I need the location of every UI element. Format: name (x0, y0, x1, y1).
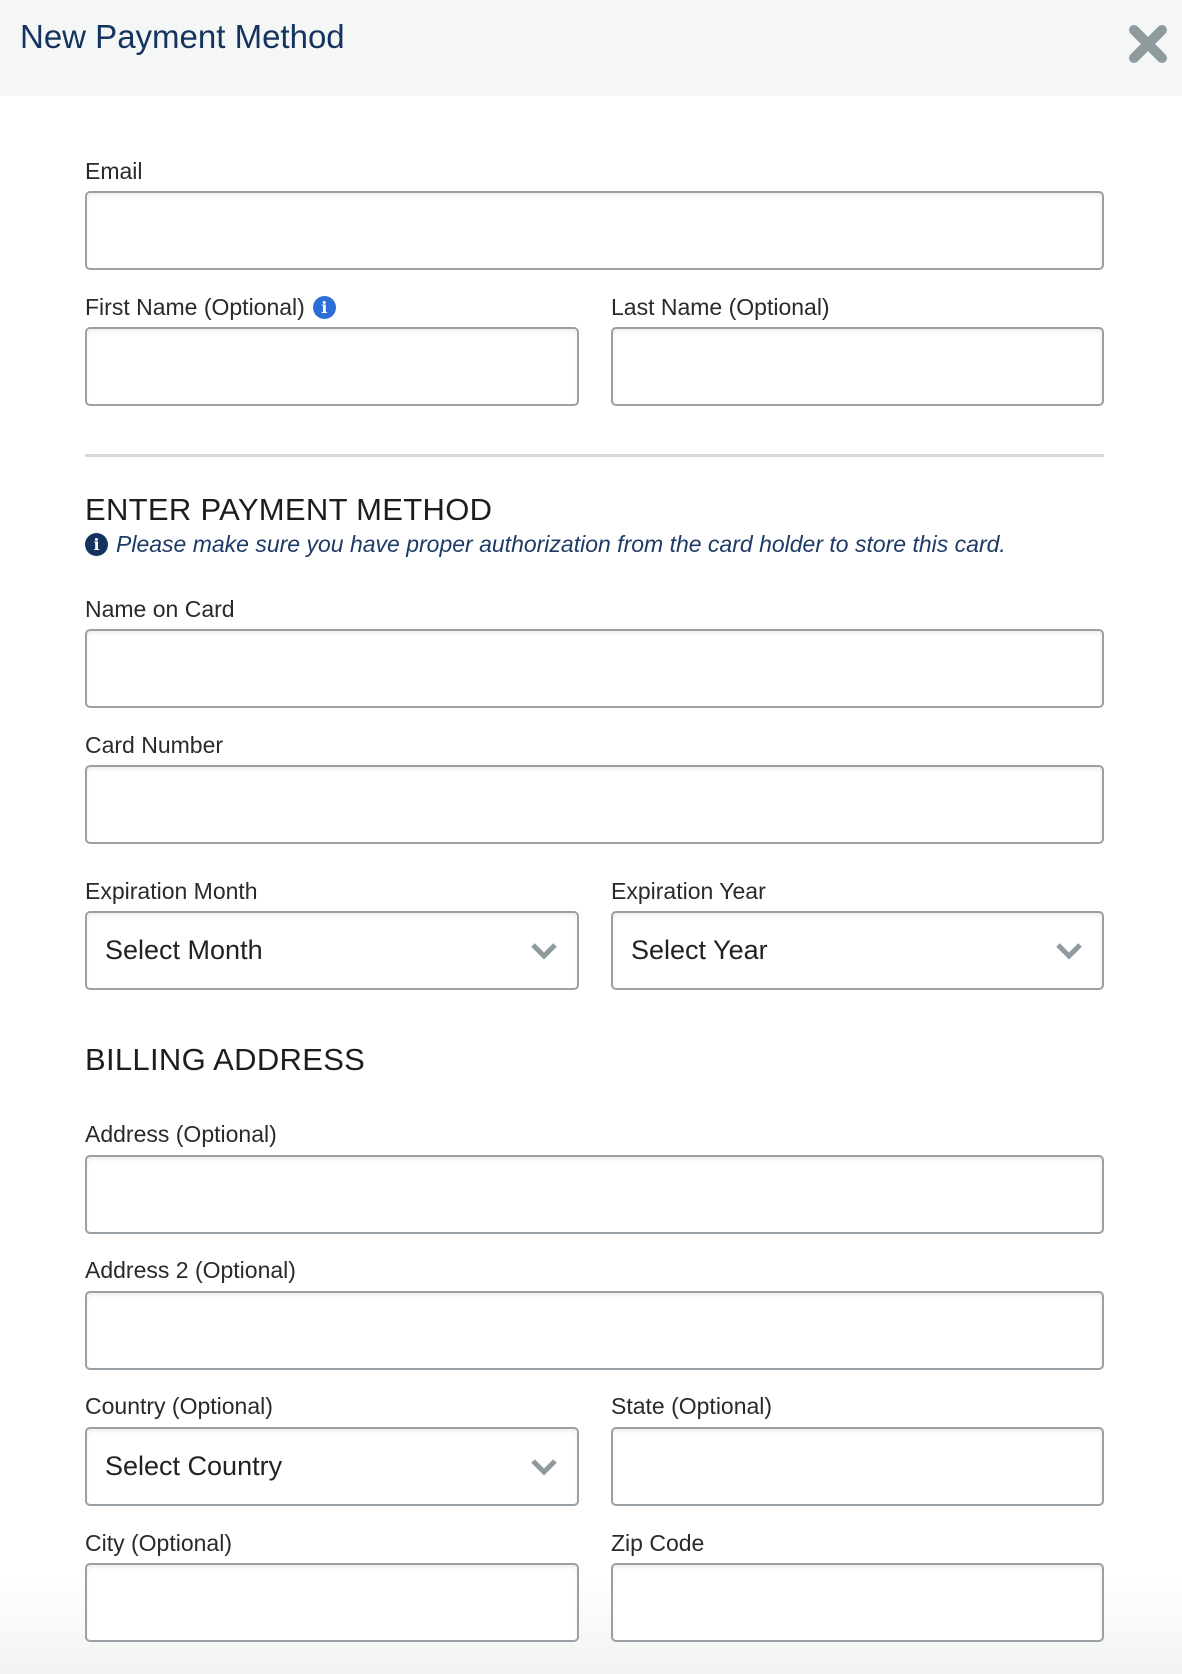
first-name-input[interactable] (85, 327, 579, 406)
first-name-label-row (85, 294, 336, 321)
payment-heading: ENTER PAYMENT METHOD (85, 492, 493, 527)
section-divider (85, 454, 1104, 457)
name-on-card-input[interactable] (85, 629, 1104, 708)
city-input[interactable] (85, 1563, 579, 1642)
last-name-input[interactable] (611, 327, 1104, 406)
modal-title: New Payment Method (20, 18, 345, 55)
modal-header (0, 0, 1182, 96)
country-label: Country (Optional) (85, 1393, 273, 1419)
country-select[interactable] (85, 1427, 579, 1506)
address2-input[interactable] (85, 1291, 1104, 1370)
info-icon[interactable]: i (313, 296, 336, 319)
state-input[interactable] (611, 1427, 1104, 1506)
address-input[interactable] (85, 1155, 1104, 1234)
authorization-note-text: Please make sure you have proper authorization from the card holder to store this card. (116, 531, 1006, 557)
email-label: Email (85, 158, 143, 184)
address2-label: Address 2 (Optional) (85, 1257, 296, 1283)
zip-label: Zip Code (611, 1530, 705, 1556)
last-name-label: Last Name (Optional) (611, 294, 830, 320)
state-label: State (Optional) (611, 1393, 773, 1419)
exp-month-select[interactable] (85, 911, 579, 990)
exp-year-label: Expiration Year (611, 878, 766, 904)
card-number-label: Card Number (85, 732, 224, 758)
exp-month-label: Expiration Month (85, 878, 258, 904)
chevron-down-icon (529, 1457, 559, 1477)
exp-year-value: Select Year (631, 935, 768, 965)
authorization-note (85, 531, 1006, 558)
info-icon: i (85, 533, 108, 556)
card-number-input[interactable] (85, 765, 1104, 844)
address-label: Address (Optional) (85, 1121, 277, 1147)
chevron-down-icon (1054, 941, 1084, 961)
email-input[interactable] (85, 191, 1104, 270)
country-value: Select Country (105, 1451, 283, 1481)
exp-month-value: Select Month (105, 935, 263, 965)
city-label: City (Optional) (85, 1530, 232, 1556)
exp-year-select[interactable] (611, 911, 1104, 990)
billing-heading: BILLING ADDRESS (85, 1042, 366, 1077)
first-name-label: First Name (Optional) (85, 294, 305, 320)
close-icon[interactable] (1126, 22, 1170, 66)
zip-input[interactable] (611, 1563, 1104, 1642)
name-on-card-label: Name on Card (85, 596, 235, 622)
chevron-down-icon (529, 941, 559, 961)
